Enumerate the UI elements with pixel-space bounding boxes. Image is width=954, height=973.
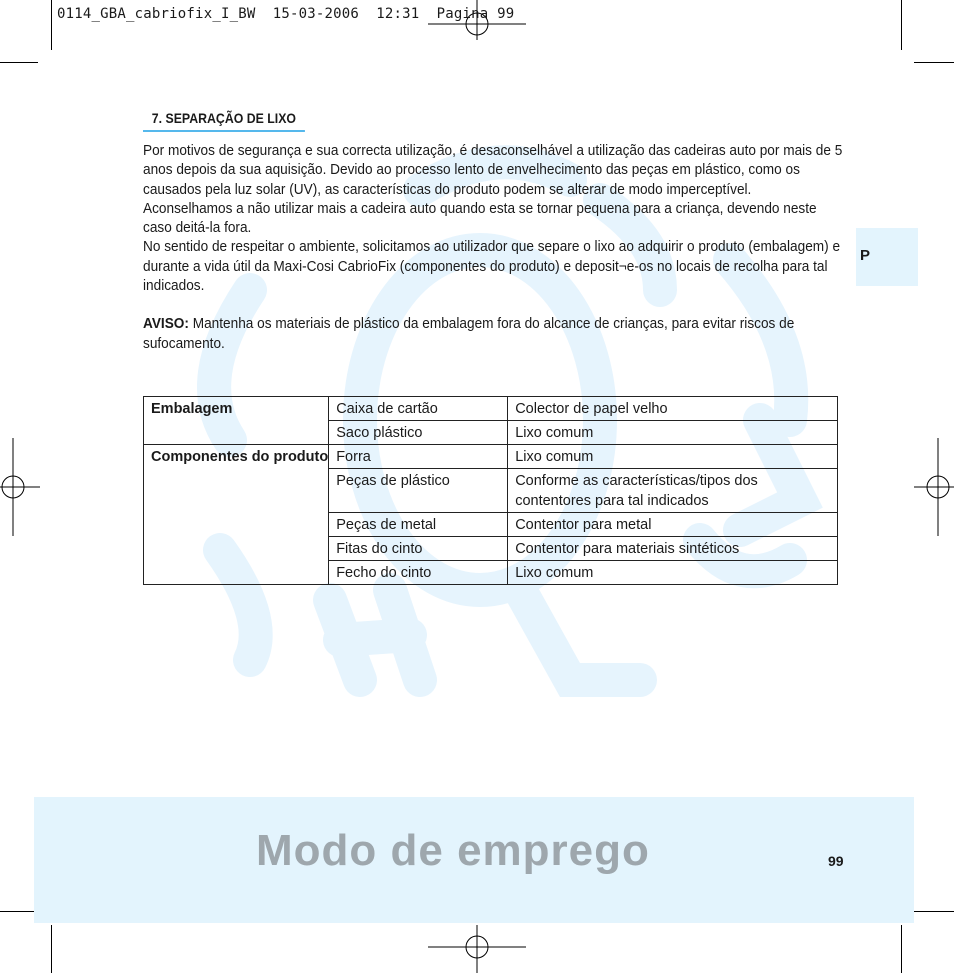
page-number: 99: [828, 853, 844, 869]
crop-mark: [914, 911, 954, 912]
table-destination: Lixo comum: [508, 561, 838, 585]
table-destination: Contentor para metal: [508, 513, 838, 537]
table-destination: Colector de papel velho: [508, 397, 838, 421]
warning-text: Mantenha os materiais de plástico da embalagem fora do alcance de crianças, para evitar riscos de sufocamento.: [143, 316, 795, 352]
crop-mark: [0, 911, 38, 912]
table-row: [144, 445, 838, 469]
language-tab-label: P: [860, 247, 871, 264]
registration-mark-icon: [428, 925, 526, 973]
waste-separation-table: [143, 396, 838, 585]
crop-mark: [901, 925, 902, 973]
table-category: Embalagem: [144, 397, 329, 445]
paragraph: Por motivos de segurança e sua correcta utilização, é desaconselhável a utilização das cadeiras auto por mais de 5 anos depois da sua aquisição. Devido ao processo lento de envelhecimento das peças em plástico, como os causados pela luz solar (UV), as características do produto podem se alterar de modo imperceptível.: [143, 143, 843, 198]
footer-title: Modo de emprego: [256, 826, 650, 875]
table-destination: Conforme as características/tipos dos contentores para tal indicados: [508, 469, 838, 513]
table-material: Peças de metal: [329, 513, 508, 537]
warning-label: AVISO:: [143, 316, 189, 333]
table-destination: Contentor para materiais sintéticos: [508, 537, 838, 561]
warning: [143, 315, 843, 354]
paragraph: No sentido de respeitar o ambiente, solicitamos ao utilizador que separe o lixo ao adquirir o produto (embalagem) e durante a vida útil da Maxi-Cosi CabrioFix (componentes do produto) e deposit¬e-os no locais de recolha para tal indicados.: [143, 239, 841, 295]
table-material: Forra: [329, 445, 508, 469]
table-category: Componentes do produto: [144, 445, 329, 585]
table-material: Fecho do cinto: [329, 561, 508, 585]
table-material: Peças de plástico: [329, 469, 508, 513]
crop-mark: [901, 0, 902, 50]
crop-mark: [914, 62, 954, 63]
table-material: Saco plástico: [329, 421, 508, 445]
crop-mark: [51, 925, 52, 973]
table-destination: Lixo comum: [508, 421, 838, 445]
table-material: Caixa de cartão: [329, 397, 508, 421]
section-title: 7. SEPARAÇÃO DE LIXO: [143, 110, 305, 132]
table-destination: Lixo comum: [508, 445, 838, 469]
table-row: [144, 397, 838, 421]
crop-mark: [51, 0, 52, 50]
crop-mark: [0, 62, 38, 63]
table-material: Fitas do cinto: [329, 537, 508, 561]
registration-mark-icon: [914, 438, 954, 536]
print-header: 0114_GBA_cabriofix_I_BW 15-03-2006 12:31 Pagina 99: [57, 6, 515, 22]
registration-mark-icon: [0, 438, 40, 536]
section-body: [143, 142, 843, 354]
paragraph: Aconselhamos a não utilizar mais a cadeira auto quando esta se tornar pequena para a criança, devendo neste caso deitá-la fora.: [143, 200, 817, 237]
